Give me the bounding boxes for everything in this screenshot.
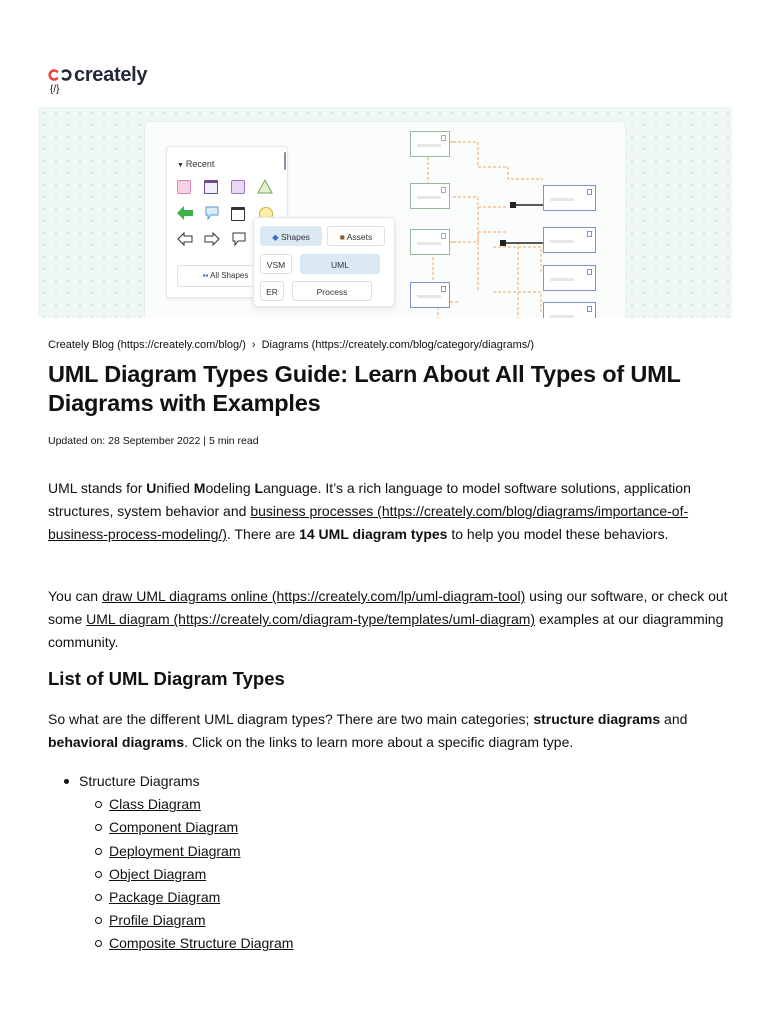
profile-diagram-link[interactable]: Profile Diagram: [109, 912, 206, 929]
option-process[interactable]: Process: [292, 281, 372, 301]
object-diagram-link[interactable]: Object Diagram: [109, 865, 207, 882]
component-icon: [441, 135, 446, 141]
component-icon: [587, 189, 592, 195]
brand-sub: {/}: [50, 84, 60, 95]
class-diagram-link[interactable]: Class Diagram: [109, 796, 201, 813]
diagram-node: [410, 183, 450, 209]
list-item: [95, 840, 293, 863]
option-er[interactable]: ER: [260, 281, 284, 301]
window-shape-icon: [204, 180, 218, 194]
list-item: [95, 816, 293, 839]
uml-tool-paragraph: You can draw UML diagrams online (https://creately.com/lp/uml-diagram-tool) using our software, or check out some UML diagram (https://creately.com/diagram-type/templates/uml-diagram) examples at our diagramming community.: [48, 588, 728, 651]
list-item: [95, 863, 293, 886]
diamond-icon: ◆: [272, 232, 282, 242]
triangle-shape-icon: [257, 179, 271, 193]
shapes-tab[interactable]: ◆ Shapes: [260, 226, 322, 246]
purple-square-shape-icon: [231, 180, 245, 194]
speech-bubble-shape-icon: [204, 205, 218, 219]
list-item: [95, 886, 293, 909]
read-time: 5 min read: [208, 435, 259, 447]
diagram-node: [543, 302, 596, 318]
breadcrumb-blog[interactable]: Creately Blog (https://creately.com/blog/): [48, 339, 246, 351]
all-shapes-button[interactable]: ▪▪ All Shapes: [177, 265, 274, 287]
callout-outline-icon: [231, 231, 245, 245]
component-diagram-link[interactable]: Component Diagram: [109, 819, 239, 836]
diagram-node: [543, 227, 596, 253]
package-diagram-link[interactable]: Package Diagram: [109, 889, 221, 906]
diagram-type-list: [64, 770, 293, 956]
post-meta: [48, 435, 259, 447]
uml-templates-link[interactable]: UML diagram (https://creately.com/diagram-type/templates/uml-diagram): [86, 611, 536, 628]
business-processes-link[interactable]: business processes (https://creately.com/blog/diagrams/importance-of-business-process-modeling/): [48, 503, 689, 543]
updated-date: Updated on: 28 September 2022: [48, 435, 201, 447]
component-icon: [587, 231, 592, 237]
list-item: [95, 909, 293, 932]
component-icon: [441, 233, 446, 239]
diagram-node: [410, 282, 450, 308]
breadcrumb: [48, 339, 534, 351]
panel-title: ▼ Recent: [177, 159, 215, 169]
assets-tab[interactable]: ■ Assets: [327, 226, 385, 246]
diagram-node: [543, 185, 596, 211]
component-icon: [441, 187, 446, 193]
grid-icon: ▪▪: [202, 271, 211, 280]
list-item: [95, 793, 293, 816]
arrow-left-outline-icon: [177, 232, 191, 246]
component-icon: [587, 269, 592, 275]
draw-uml-link[interactable]: draw UML diagrams online (https://creately.com/lp/uml-diagram-tool): [101, 588, 526, 604]
diagram-node: [543, 265, 596, 291]
categories-paragraph: So what are the different UML diagram types? There are two main categories; structure diagrams and behavioral diagrams. Click on the links to learn more about a specific diagram type.: [48, 711, 688, 751]
option-uml[interactable]: UML: [300, 254, 380, 274]
diagram-node: [410, 131, 450, 157]
brand-name: creately: [74, 64, 148, 86]
diagram-node: [410, 229, 450, 255]
breadcrumb-diagrams[interactable]: Diagrams (https://creately.com/blog/category/diagrams/): [261, 339, 535, 351]
component-icon: [441, 286, 446, 292]
caret-down-icon: ▼: [177, 162, 186, 169]
briefcase-icon: ■: [339, 232, 347, 242]
hero-image: [38, 107, 732, 318]
structure-diagram-sublist: [95, 793, 293, 955]
page-title: UML Diagram Types Guide: Learn About All Types of UML Diagrams with Examples: [48, 361, 681, 416]
library-popup: [253, 217, 395, 307]
pink-square-shape-icon: [177, 180, 191, 194]
option-vsm[interactable]: VSM: [260, 254, 292, 274]
deployment-diagram-link[interactable]: Deployment Diagram: [109, 842, 241, 859]
structure-diagrams-label: Structure Diagrams: [79, 773, 200, 789]
intro-paragraph: UML stands for Unified Modeling Language. It’s a rich language to model software solutions, application structures, system behavior and business processes (https://creately.com/blog/diagrams/importance-of-business-process-modeling/). There are 14 UML diagram types to help you model these behaviors.: [48, 480, 691, 543]
chevron-right-icon: ›: [251, 339, 256, 351]
section-heading: List of UML Diagram Types: [48, 668, 285, 689]
browser-window-shape-icon: [231, 207, 245, 221]
list-item: [95, 932, 293, 955]
composite-structure-diagram-link[interactable]: Composite Structure Diagram: [109, 935, 294, 952]
panel-scrollbar[interactable]: [284, 152, 286, 170]
meta-separator: |: [203, 435, 207, 447]
component-icon: [587, 306, 592, 312]
arrow-left-shape-icon: [177, 206, 191, 220]
creately-logo-icon: [48, 68, 72, 82]
arrow-right-outline-icon: [204, 232, 218, 246]
list-item: [64, 770, 293, 956]
